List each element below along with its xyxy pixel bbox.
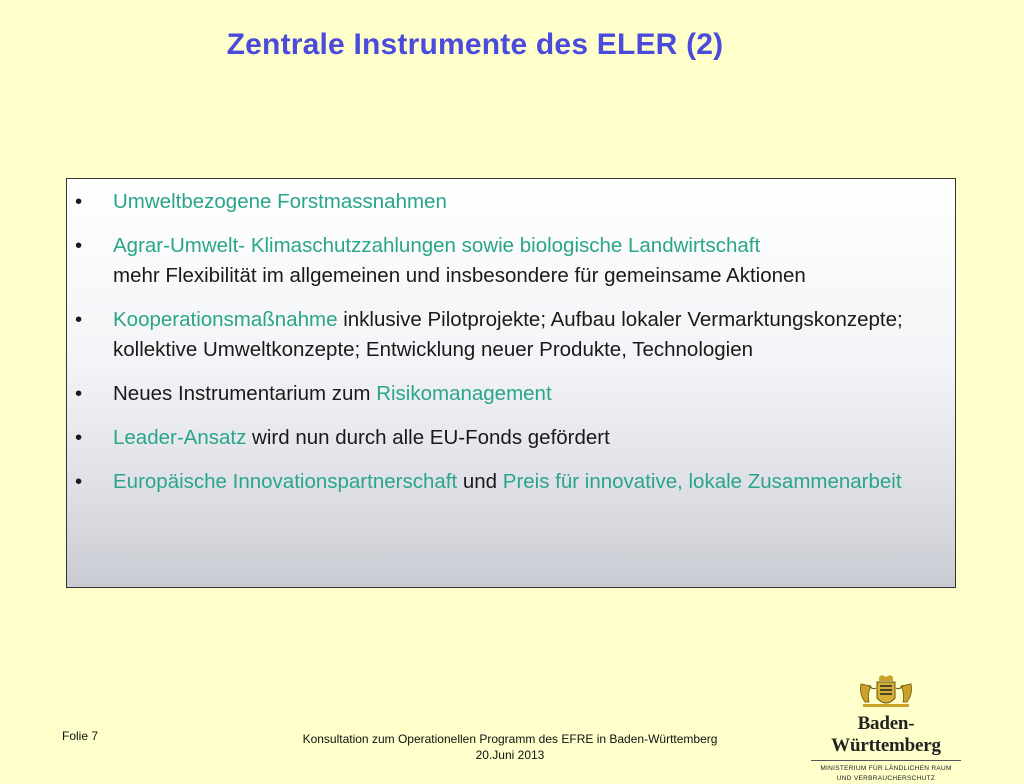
bullet-item — [67, 379, 955, 409]
slide-title: Zentrale Instrumente des ELER (2) — [226, 28, 724, 61]
bullet-text: mehr Flexibilität im allgemeinen und insbesondere für gemeinsame Aktionen — [113, 264, 806, 287]
bullet-dot: • — [75, 234, 83, 257]
bullet-highlight-text: Kooperationsmaßnahme — [113, 308, 338, 331]
footer-event-line1: Konsultation zum Operationellen Programm des EFRE in Baden-Württemberg — [302, 732, 718, 746]
slide-number: Folie 7 — [62, 729, 99, 743]
logo-divider — [811, 760, 961, 761]
bullet-dot: • — [75, 190, 83, 213]
logo-ministry-line1: MINISTERIUM FÜR LÄNDLICHEN RAUM — [820, 765, 952, 772]
bullet-item — [67, 423, 955, 453]
logo-ministry — [808, 764, 964, 784]
logo-name: Baden-Württemberg — [831, 713, 941, 756]
bullet-dot: • — [75, 308, 83, 331]
bullet-item — [67, 231, 955, 291]
footer-event-date: 20.Juni 2013 — [475, 748, 545, 762]
bullet-dot: • — [75, 470, 83, 493]
state-coat-of-arms-icon — [855, 676, 917, 710]
bullet-list — [67, 187, 955, 511]
bullet-highlight-text: Risikomanagement — [376, 382, 552, 405]
bullet-highlight-text: Leader-Ansatz — [113, 426, 247, 449]
bullet-text: Neues Instrumentarium zum — [113, 382, 377, 405]
bullet-dot: • — [75, 426, 83, 449]
footer-event — [230, 731, 790, 763]
bullet-item — [67, 187, 955, 217]
logo-ministry-line2: UND VERBRAUCHERSCHUTZ — [836, 775, 936, 782]
bullet-text: und — [457, 470, 503, 493]
bullet-highlight-text: Umweltbezogene Forstmassnahmen — [113, 190, 447, 213]
ministry-logo — [808, 676, 964, 782]
bullet-text: inklusive Pilotprojekte; Aufbau lokaler Vermarktungskonzepte; kollektive Umweltkonzepte; Entwicklung neuer Produkte, Technologien — [113, 308, 903, 361]
bullet-text: wird nun durch alle EU-Fonds gefördert — [246, 426, 610, 449]
bullet-highlight-text: Preis für innovative, lokale Zusammenarbeit — [502, 470, 902, 493]
bullet-highlight-text: Agrar-Umwelt- Klimaschutzzahlungen sowie biologische Landwirtschaft — [113, 234, 761, 257]
bullet-item — [67, 467, 955, 497]
bullet-highlight-text: Europäische Innovationspartnerschaft — [113, 470, 458, 493]
bullet-dot: • — [75, 382, 83, 405]
bullet-item — [67, 305, 955, 365]
content-box — [66, 178, 956, 588]
